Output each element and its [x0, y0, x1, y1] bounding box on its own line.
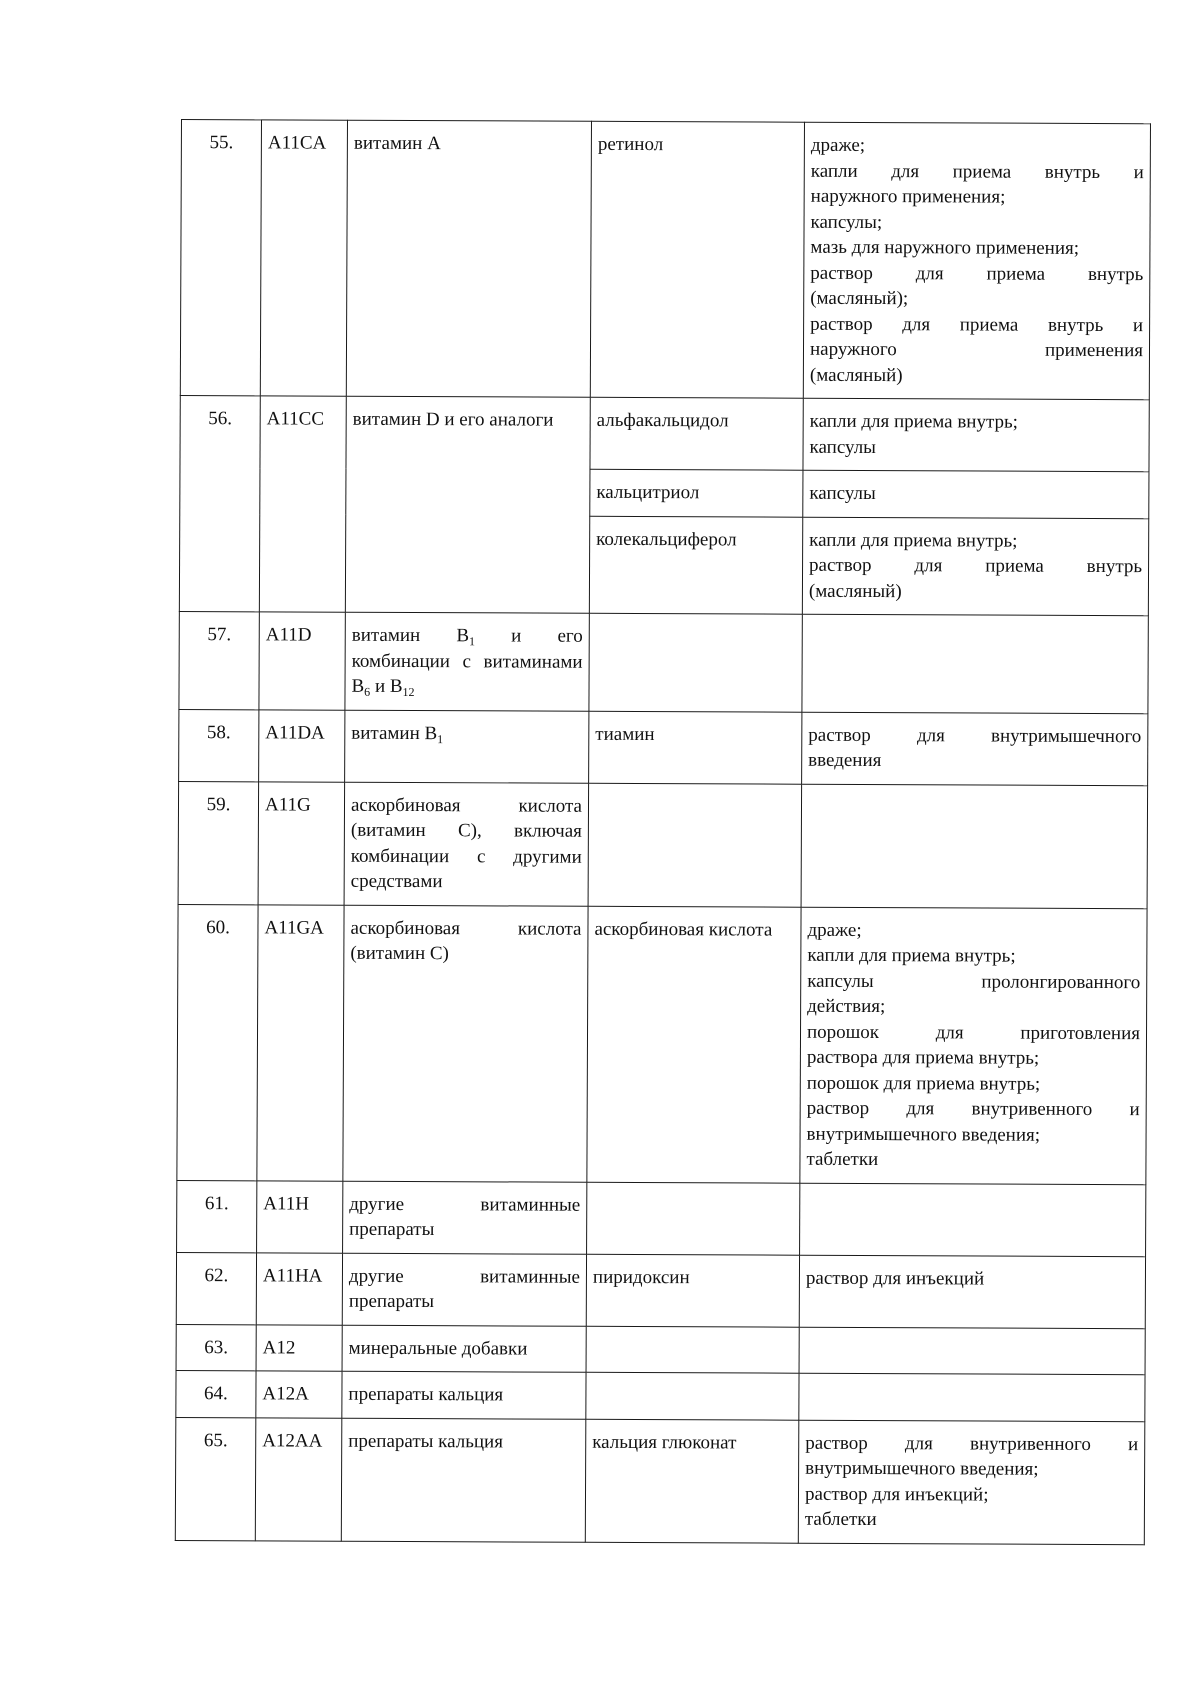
dosage-form: капсулы; — [810, 211, 883, 233]
table-row — [180, 395, 1149, 471]
table-row — [177, 904, 1147, 1184]
dosage-forms — [799, 1255, 1145, 1329]
dosage-form: наружного применения — [809, 338, 1144, 362]
dosage-form: порошок для приготовления — [806, 1021, 1141, 1044]
table-row — [177, 1180, 1146, 1256]
drug-name: ретинол — [590, 121, 804, 398]
dosage-form: капли для приема внутрь и — [810, 160, 1144, 183]
atc-code: A11DA — [259, 709, 345, 781]
drug-name — [586, 1372, 799, 1419]
atc-code: A12AA — [255, 1417, 342, 1540]
row-number: 62. — [176, 1252, 256, 1324]
row-number: 61. — [177, 1180, 257, 1252]
table-row — [179, 611, 1148, 713]
atc-code: A11CA — [260, 120, 347, 396]
row-number: 65. — [175, 1417, 256, 1540]
dosage-form: раствор для приема внутрь и — [810, 313, 1144, 336]
dosage-form: раствора для приема внутрь; — [806, 1046, 1040, 1069]
drug-name — [589, 613, 802, 711]
dosage-forms — [799, 1373, 1145, 1421]
group-name: витамин $B_1$ и его комбинации с витаминами $B_6$ и $B_{12}$ — [345, 612, 589, 711]
table-row — [180, 120, 1150, 400]
atc-code: A11G — [258, 781, 345, 904]
dosage-form: капли для приема внутрь; — [809, 410, 1019, 433]
atc-code: A11HA — [256, 1252, 342, 1324]
group-name: витамин $B_1$ — [345, 710, 589, 783]
drug-name — [587, 1182, 800, 1255]
dosage-form: драже; — [810, 134, 866, 156]
dosage-form: раствор для приема внутрь — [809, 554, 1143, 578]
drug-name: колекальциферол — [589, 516, 802, 614]
dosage-form: капсулы — [809, 436, 877, 458]
dosage-form: капсулы — [809, 482, 876, 505]
dosage-form: раствор для инъекций — [805, 1267, 985, 1290]
group-name: витамин D и его аналоги — [345, 396, 590, 613]
row-number: 57. — [179, 611, 259, 709]
dosage-form: капсулы пролонгированного — [807, 970, 1141, 993]
dosage-forms — [802, 712, 1148, 786]
group-name: препараты кальция — [342, 1371, 586, 1419]
table-row — [176, 1324, 1145, 1375]
atc-code: A11GA — [257, 904, 344, 1180]
table-row — [179, 709, 1148, 785]
group-name: другие витаминные препараты — [342, 1253, 586, 1326]
dosage-forms — [802, 614, 1148, 713]
atc-code: A11H — [257, 1180, 343, 1252]
dosage-form: (масляный) — [808, 580, 902, 602]
dosage-form: действия; — [807, 995, 886, 1018]
dosage-forms — [802, 517, 1148, 616]
group-name: препараты кальция — [341, 1418, 586, 1542]
dosage-form: таблетки — [806, 1148, 879, 1171]
dosage-form: раствор для внутривенного и — [806, 1097, 1140, 1121]
table-row — [175, 1417, 1145, 1544]
dosage-form: внутримышечного введения; — [806, 1123, 1041, 1146]
group-name: витамин A — [346, 120, 591, 397]
dosage-forms — [801, 784, 1148, 909]
dosage-form: капли для приема внутрь; — [807, 944, 1016, 967]
dosage-form: таблетки — [804, 1508, 877, 1531]
dosage-form: наружного применения; — [810, 185, 1006, 208]
dosage-forms — [803, 470, 1149, 518]
group-name: минеральные добавки — [342, 1325, 586, 1373]
drug-name: пиридоксин — [586, 1254, 799, 1327]
row-number: 58. — [179, 709, 259, 781]
drug-name: кальцитриол — [590, 469, 803, 516]
dosage-form: (масляный) — [809, 364, 903, 386]
dosage-forms — [800, 907, 1147, 1185]
dosage-form: введения — [808, 749, 882, 772]
drug-list-table — [175, 119, 1151, 1545]
atc-code: A11CC — [259, 396, 346, 612]
dosage-form: раствор для внутривенного и — [805, 1432, 1139, 1455]
row-number: 56. — [179, 395, 260, 611]
drug-name: альфакальцидол — [590, 397, 803, 470]
table-row — [176, 1252, 1145, 1328]
dosage-form: раствор для инъекций; — [804, 1483, 989, 1506]
atc-code: A12A — [256, 1371, 342, 1418]
dosage-form: раствор для внутримышечного — [808, 724, 1142, 747]
row-number: 59. — [178, 781, 259, 904]
atc-code: A11D — [259, 612, 345, 710]
dosage-form: мазь для наружного применения; — [810, 236, 1080, 259]
drug-name: аскорбиновая кислота — [587, 906, 801, 1183]
row-number: 63. — [176, 1324, 256, 1371]
dosage-forms — [799, 1327, 1145, 1375]
atc-code: A12 — [256, 1324, 342, 1371]
row-number: 64. — [176, 1370, 256, 1417]
group-name: аскорбиновая кислота (витамин C), включая комбинации с другими средствами — [344, 782, 589, 906]
drug-name: кальция глюконат — [585, 1419, 799, 1543]
drug-name: тиамин — [589, 711, 802, 784]
row-number: 55. — [180, 120, 261, 396]
dosage-forms — [798, 1420, 1145, 1545]
dosage-forms — [803, 398, 1149, 472]
dosage-form: внутримышечного введения; — [805, 1457, 1039, 1480]
dosage-form: (масляный); — [810, 287, 909, 310]
table-row — [178, 781, 1148, 908]
group-name: аскорбиновая кислота (витамин C) — [343, 905, 588, 1182]
drug-name — [586, 1326, 799, 1373]
dosage-form: порошок для приема внутрь; — [806, 1072, 1041, 1095]
group-name: другие витаминные препараты — [343, 1181, 587, 1254]
dosage-forms — [803, 122, 1150, 400]
row-number: 60. — [177, 904, 258, 1180]
dosage-forms — [800, 1183, 1146, 1257]
dosage-form: раствор для приема внутрь — [810, 262, 1144, 285]
dosage-form: драже; — [807, 919, 862, 941]
dosage-form: капли для приема внутрь; — [809, 529, 1018, 552]
table-row — [176, 1370, 1145, 1421]
drug-name — [588, 783, 802, 907]
